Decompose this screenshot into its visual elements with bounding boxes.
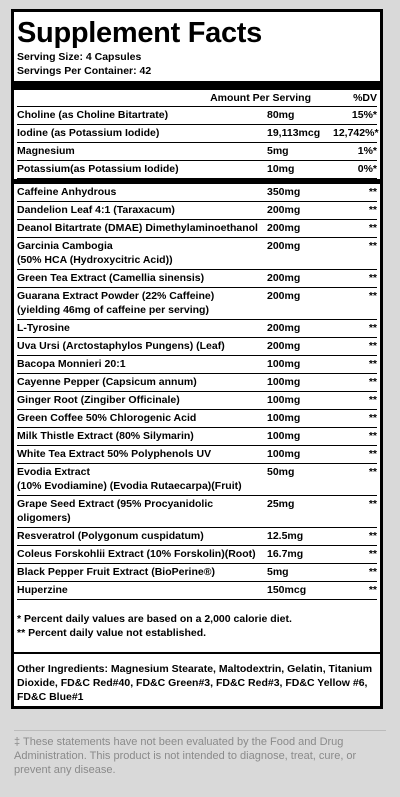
ingredient-row [17, 338, 377, 356]
ingredient-dv: ** [368, 412, 377, 424]
footnote-not-established: ** Percent daily value not established. [17, 627, 207, 639]
ingredient-name: Guarana Extract Powder (22% Caffeine) (yielding 46mg of caffeine per serving) [17, 290, 215, 316]
ingredient-amount: 350mg [267, 186, 301, 198]
ingredient-dv: ** [368, 394, 377, 406]
ingredient-amount: 5mg [267, 145, 289, 157]
nutrient-group [17, 107, 377, 179]
ingredient-dv: 15%* [351, 109, 377, 121]
ingredient-dv: ** [368, 566, 377, 578]
ingredient-row [17, 161, 377, 179]
ingredient-amount: 5mg [267, 566, 289, 578]
ingredient-name: Potassium(as Potassium Iodide) [17, 163, 179, 175]
ingredient-amount: 200mg [267, 240, 301, 252]
ingredient-row [17, 446, 377, 464]
ingredient-row [17, 143, 377, 161]
ingredient-name: Black Pepper Fruit Extract (BioPerine®) [17, 566, 215, 578]
ingredient-dv: ** [368, 358, 377, 370]
ingredient-dv: ** [368, 430, 377, 442]
ingredient-name: Bacopa Monnieri 20:1 [17, 358, 126, 370]
ingredient-amount: 12.5mg [267, 530, 304, 542]
divider-end [14, 652, 380, 654]
ingredient-amount: 10mg [267, 163, 295, 175]
ingredient-amount: 80mg [267, 109, 295, 121]
ingredient-dv: ** [368, 584, 377, 596]
ingredient-row [17, 564, 377, 582]
ingredient-amount: 100mg [267, 358, 301, 370]
ingredient-name: Choline (as Choline Bitartrate) [17, 109, 169, 121]
footnote-dv: * Percent daily values are based on a 2,000 calorie diet. [17, 613, 292, 625]
ingredient-row [17, 464, 377, 496]
ingredient-row [17, 428, 377, 446]
ingredient-name: Uva Ursi (Arctostaphylos Pungens) (Leaf) [17, 340, 225, 352]
ingredient-dv: ** [368, 548, 377, 560]
ingredient-dv: ** [368, 448, 377, 460]
ingredient-name: Ginger Root (Zingiber Officinale) [17, 394, 180, 406]
ingredient-amount: 100mg [267, 412, 301, 424]
column-header [17, 90, 377, 107]
ingredient-dv: 1%* [357, 145, 377, 157]
ingredient-row [17, 107, 377, 125]
ingredient-amount: 200mg [267, 204, 301, 216]
ingredient-amount: 25mg [267, 498, 295, 510]
ingredient-dv: ** [368, 498, 377, 510]
servings-per-container: Servings Per Container: 42 [17, 65, 152, 77]
ingredient-amount: 150mcg [267, 584, 307, 596]
ingredient-name: Resveratrol (Polygonum cuspidatum) [17, 530, 204, 542]
ingredient-name: Magnesium [17, 145, 75, 157]
ingredient-name: Milk Thistle Extract (80% Silymarin) [17, 430, 194, 442]
ingredient-group [17, 184, 377, 600]
header-dv: %DV [353, 92, 377, 104]
ingredient-dv: ** [368, 466, 377, 478]
ingredient-name: Dandelion Leaf 4:1 (Taraxacum) [17, 204, 175, 216]
ingredient-row [17, 288, 377, 320]
ingredient-amount: 200mg [267, 340, 301, 352]
ingredient-row [17, 220, 377, 238]
ingredient-dv: ** [368, 222, 377, 234]
ingredient-dv: ** [368, 204, 377, 216]
ingredient-dv: ** [368, 290, 377, 302]
ingredient-dv: ** [368, 530, 377, 542]
ingredient-row [17, 374, 377, 392]
ingredient-dv: ** [368, 322, 377, 334]
ingredient-row [17, 202, 377, 220]
ingredient-name: Coleus Forskohlii Extract (10% Forskolin)(Root) [17, 548, 256, 560]
ingredient-amount: 19,113mcg [267, 127, 321, 139]
other-ingredients: Other Ingredients: Magnesium Stearate, Maltodextrin, Gelatin, Titanium Dioxide, FD&C Red#40, FD&C Green#3, FD&C Red#3, FD&C Yellow #6, FD&C Blue#1 [17, 663, 373, 703]
ingredient-row [17, 496, 377, 528]
ingredient-name: Garcinia Cambogia (50% HCA (Hydroxycitric Acid)) [17, 240, 173, 266]
ingredient-dv: ** [368, 240, 377, 252]
ingredient-dv: ** [368, 376, 377, 388]
ingredient-name: Huperzine [17, 584, 68, 596]
ingredient-name: Deanol Bitartrate (DMAE) Dimethylaminoethanol [17, 222, 258, 234]
ingredient-amount: 200mg [267, 322, 301, 334]
ingredient-row [17, 320, 377, 338]
ingredient-dv: 0%* [357, 163, 377, 175]
ingredient-amount: 16.7mg [267, 548, 304, 560]
ingredient-name: Cayenne Pepper (Capsicum annum) [17, 376, 197, 388]
ingredient-row [17, 125, 377, 143]
ingredient-dv: ** [368, 186, 377, 198]
supplement-facts-panel [11, 9, 383, 709]
ingredient-dv: ** [368, 340, 377, 352]
ingredient-row [17, 582, 377, 600]
ingredient-name: Green Tea Extract (Camellia sinensis) [17, 272, 205, 284]
divider-thick [14, 81, 380, 90]
ingredient-amount: 200mg [267, 222, 301, 234]
ingredient-amount: 100mg [267, 430, 301, 442]
header-spacer [17, 90, 210, 106]
ingredient-row [17, 270, 377, 288]
ingredient-amount: 50mg [267, 466, 295, 478]
ingredient-name: Caffeine Anhydrous [17, 186, 117, 198]
serving-size: Serving Size: 4 Capsules [17, 51, 142, 63]
ingredient-amount: 200mg [267, 290, 301, 302]
ingredient-row [17, 356, 377, 374]
ingredient-name: L-Tyrosine [17, 322, 70, 334]
ingredient-name: Evodia Extract (10% Evodiamine) (Evodia Rutaecarpa)(Fruit) [17, 466, 242, 492]
ingredient-name: White Tea Extract 50% Polyphenols UV [17, 448, 212, 460]
ingredient-name: Green Coffee 50% Chlorogenic Acid [17, 412, 197, 424]
ingredient-amount: 100mg [267, 394, 301, 406]
ingredient-amount: 100mg [267, 376, 301, 388]
fda-disclaimer: ‡ These statements have not been evaluated by the Food and Drug Administration. This product is not intended to diagnose, treat, cure, or prevent any disease. [14, 730, 386, 777]
header-amount: Amount Per Serving [210, 92, 311, 104]
ingredient-amount: 100mg [267, 448, 301, 460]
panel-title: Supplement Facts [17, 17, 262, 49]
ingredient-name: Grape Seed Extract (95% Procyanidolic oligomers) [17, 498, 214, 524]
ingredient-amount: 200mg [267, 272, 301, 284]
ingredient-row [17, 528, 377, 546]
ingredient-row [17, 238, 377, 270]
ingredient-row [17, 392, 377, 410]
ingredient-row [17, 546, 377, 564]
ingredient-row [17, 410, 377, 428]
ingredient-dv: ** [368, 272, 377, 284]
ingredient-name: Iodine (as Potassium Iodide) [17, 127, 160, 139]
ingredient-dv: 12,742%* [333, 127, 379, 139]
footnotes [17, 600, 377, 640]
ingredient-row [17, 184, 377, 202]
